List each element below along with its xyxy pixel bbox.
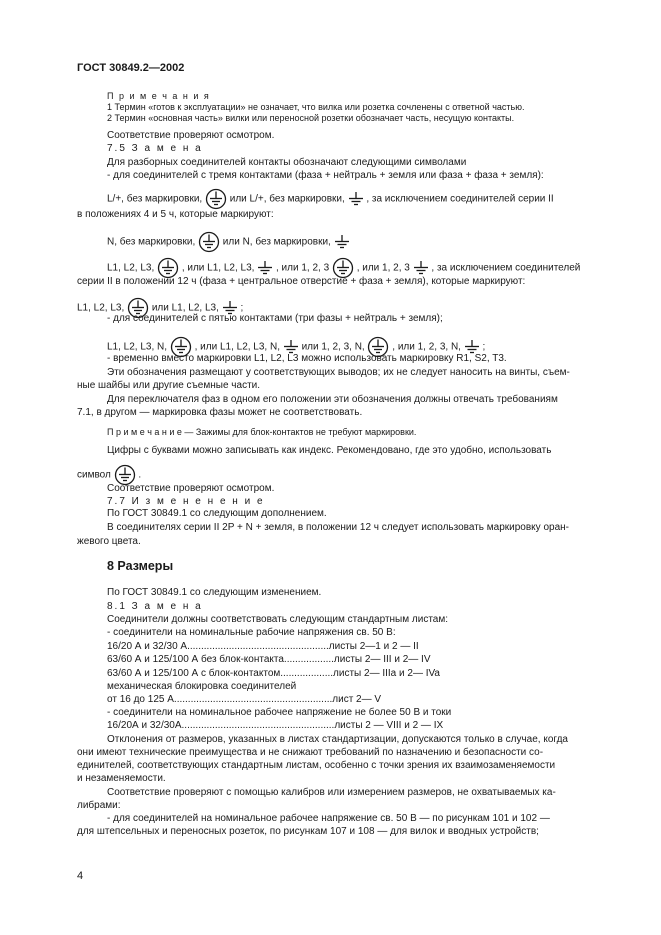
list-item: - соединители на номинальное рабочее напряжение не более 50 В и токи (107, 707, 452, 718)
text-fragment: , или 1, 2, 3 (356, 262, 410, 274)
paragraph: серии II в положении 12 ч (фаза + центральное отверстие + фаза + земля), которые маркируют: (77, 276, 526, 287)
check-text: Соответствие проверяют осмотром. (107, 483, 275, 494)
text-fragment: L/+, без маркировки, (107, 193, 203, 205)
symbol-line (107, 188, 554, 210)
section-title-7-7: 7.7 И з м е н е н е н и е (107, 496, 265, 507)
sheet-row: от 16 до 125 А.........................................................лист 2— V (107, 694, 382, 705)
paragraph: Отклонения от размеров, указанных в листах стандартизации, допускаются только в случае, когда (107, 734, 568, 745)
earth-icon (413, 261, 429, 275)
protective-earth-icon (205, 188, 227, 210)
paragraph: 7.1, в другом — маркировка фазы может не соответствовать. (77, 407, 363, 418)
paragraph: и незаменяемости. (77, 773, 166, 784)
earth-icon (464, 340, 480, 354)
note-item: 2 Термин «основная часть» вилки или переносной розетки обозначает часть, несущую контакты. (107, 113, 515, 123)
standard-header: ГОСТ 30849.2—2002 (77, 62, 185, 74)
paragraph: Для переключателя фаз в одном его положении эти обозначения должны отвечать требованиям (107, 394, 558, 405)
text-fragment: , или 1, 2, 3, N, (392, 341, 461, 353)
earth-icon (283, 340, 299, 354)
list-item: - соединители на номинальные рабочие напряжения св. 50 В: (107, 627, 396, 638)
paragraph: По ГОСТ 30849.1 со следующим изменением. (107, 587, 322, 598)
text-fragment: или N, без маркировки, (222, 236, 331, 248)
text-fragment: N, без маркировки, (107, 236, 196, 248)
text-fragment: символ (77, 469, 111, 481)
symbol-line (107, 231, 350, 253)
earth-icon (348, 192, 364, 206)
protective-earth-icon (198, 231, 220, 253)
sheet-row: 63/60 А и 125/100 А без блок-контакта..................листы 2— III и 2— IV (107, 654, 431, 665)
sheet-row: 63/60 А и 125/100 А с блок-контактом...................листы 2— IIIa и 2— IVa (107, 668, 440, 679)
text-fragment: , или 1, 2, 3 (276, 262, 330, 274)
paragraph: По ГОСТ 30849.1 со следующим дополнением. (107, 508, 327, 519)
section-heading-8: 8 Размеры (107, 559, 174, 573)
text-fragment: ; (240, 302, 244, 314)
note-title: П р и м е ч а н и я (107, 91, 211, 101)
list-item: - временно вместо маркировки L1, L2, L3 можно использовать маркировку R1, S2, T3. (107, 353, 507, 364)
text-fragment: . (138, 469, 142, 481)
text-fragment: , за исключением соединителей серии II (366, 193, 554, 205)
paragraph: ные шайбы или другие съемные части. (77, 380, 261, 391)
paragraph: Соответствие проверяют с помощью калибров или измерением размеров, не охватываемых ка- (107, 787, 556, 798)
earth-icon (257, 261, 273, 275)
section-title-7-5: 7.5 З а м е н а (107, 143, 203, 154)
paragraph: В соединителях серии II 2P + N + земля, в положении 12 ч следует использовать маркировку оран- (107, 522, 569, 533)
text-fragment: или L/+, без маркировки, (229, 193, 345, 205)
paragraph: либрами: (77, 800, 121, 811)
text-fragment: L1, L2, L3, N, (107, 341, 168, 353)
list-item: - для соединителей с пятью контактами (три фазы + нейтраль + земля); (107, 313, 443, 324)
paragraph: единителей, соответствующих стандартным листам, особенно с точки зрения их взаимозаменяемости (77, 760, 556, 771)
paragraph: они имеют технические преимущества и не снижают требований по назначению и безопасности со- (77, 747, 544, 758)
list-item: - для соединителей с тремя контактами (фаза + нейтраль + земля или фаза + фаза + земля): (107, 170, 544, 181)
text-fragment: или L1, L2, L3, (151, 302, 219, 314)
note-item: 1 Термин «готов к эксплуатации» не означает, что вилка или розетка сочленены с ответной частью. (107, 102, 525, 112)
page-number: 4 (77, 870, 84, 882)
text-fragment: , за исключением соединителей (431, 262, 581, 274)
text-fragment: ; (482, 341, 486, 353)
paragraph: Эти обозначения размещают у соответствующих выводов; их не следует наносить на винты, съем- (107, 367, 570, 378)
text-fragment: , или L1, L2, L3, (181, 262, 255, 274)
text-fragment: , или L1, L2, L3, N, (194, 341, 280, 353)
paragraph: Для разборных соединителей контакты обозначают следующими символами (107, 157, 467, 168)
sheet-row: 16/20 А и 32/30 А...................................................листы 2—1 и 2 — II (107, 641, 419, 652)
list-item: для штепсельных и переносных розеток, по рисункам 107 и 108 — для вилок и вводных устройств; (77, 826, 539, 837)
paragraph: жевого цвета. (77, 536, 141, 547)
earth-icon (334, 235, 350, 249)
paragraph: Соединители должны соответствовать следующим стандартным листам: (107, 614, 449, 625)
text-fragment: L1, L2, L3, (77, 302, 125, 314)
section-title-8-1: 8.1 З а м е н а (107, 601, 203, 612)
note-text: П р и м е ч а н и е — Зажимы для блок-контактов не требуют маркировки. (107, 427, 417, 437)
sheet-row: 16/20А и 32/30А.......................................................листы 2 — VIII и 2 — IX (107, 720, 444, 731)
list-item: - для соединителей на номинальное рабочее напряжение св. 50 В — по рисункам 101 и 102 — (107, 813, 550, 824)
paragraph: Цифры с буквами можно записывать как индекс. Рекомендовано, где это удобно, использовать (107, 445, 552, 456)
paragraph: в положениях 4 и 5 ч, которые маркируют: (77, 209, 274, 220)
check-text: Соответствие проверяют осмотром. (107, 130, 275, 141)
sheet-row: механическая блокировка соединителей (107, 681, 297, 692)
text-fragment: L1, L2, L3, (107, 262, 155, 274)
text-fragment: или 1, 2, 3, N, (301, 341, 365, 353)
